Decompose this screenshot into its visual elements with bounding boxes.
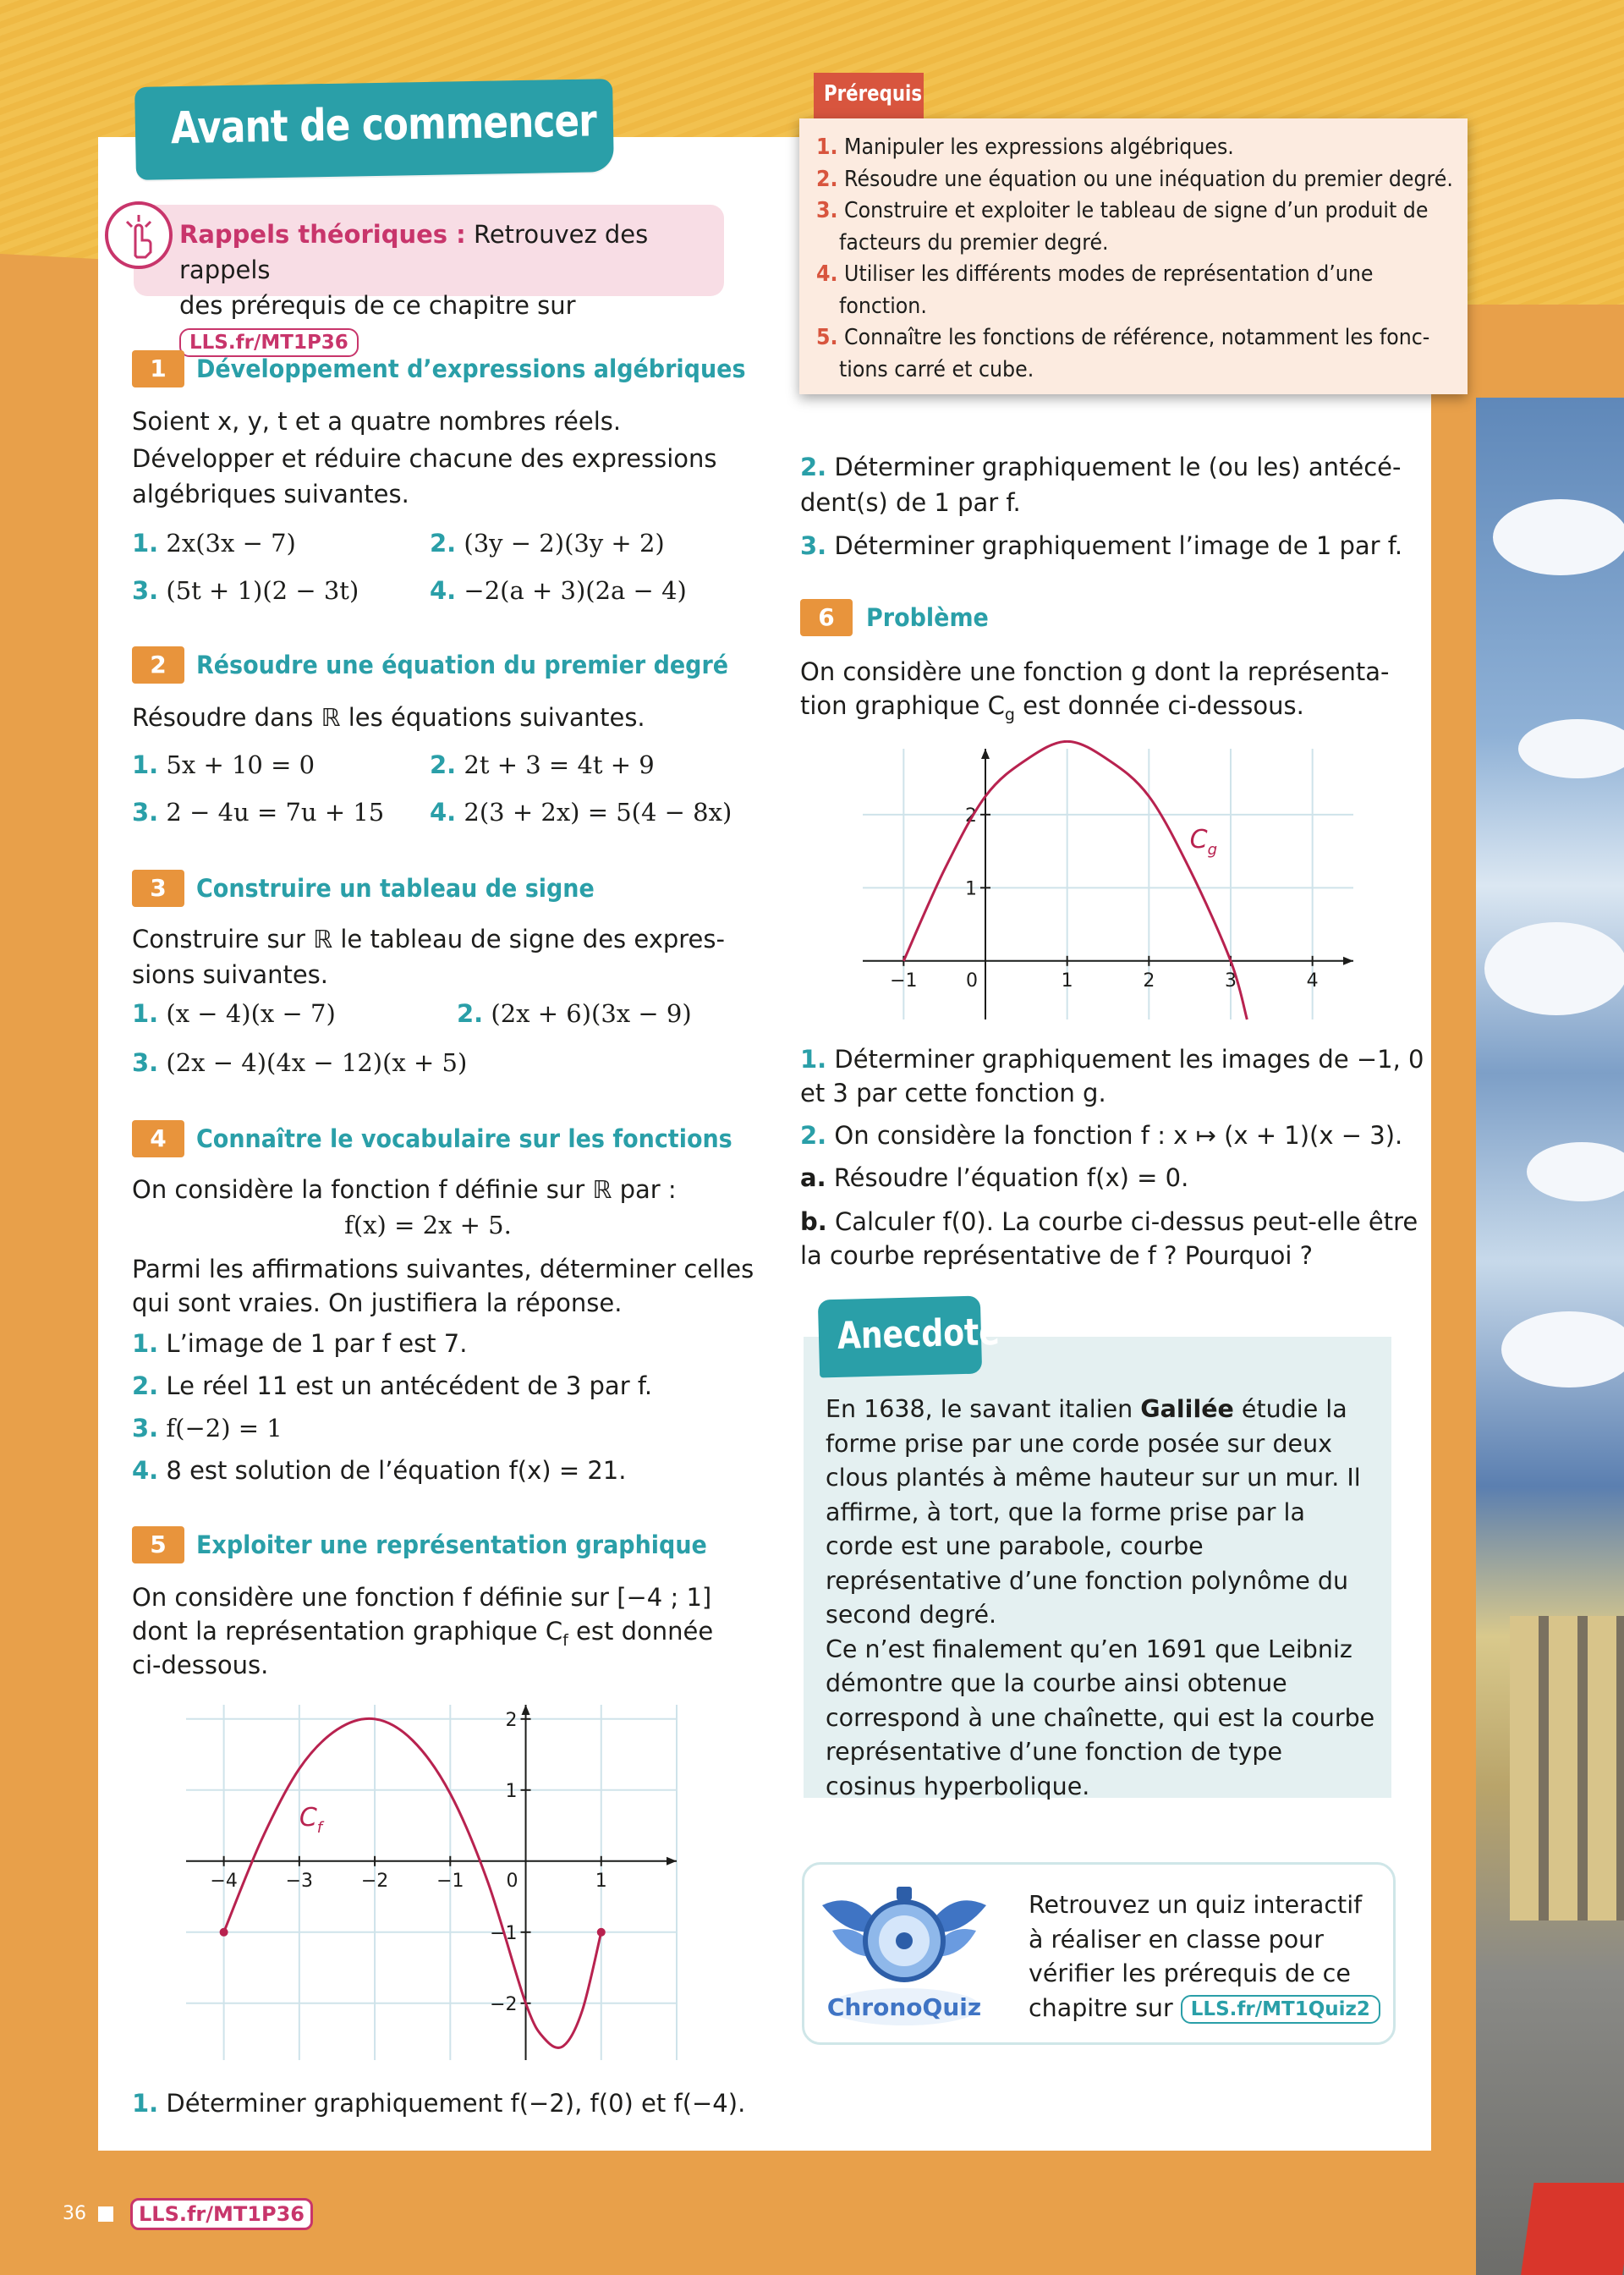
exercise-1-item: 4. −2(a + 3)(2a − 4) — [430, 576, 687, 605]
exercise-6-intro-1: On considère une fonction g dont la représenta- — [800, 657, 1390, 686]
side-photo — [1476, 398, 1624, 2275]
exercise-2-item: 3. 2 − 4u = 7u + 15 — [132, 798, 385, 827]
exercise-1-intro-2: Développer et réduire chacune des expressions — [132, 444, 717, 473]
y-tick-label: −2 — [490, 1993, 518, 2015]
exercise-6-title: Problème — [866, 603, 989, 632]
hand-pointer-icon — [105, 201, 173, 269]
x-tick-label: 3 — [1225, 970, 1237, 992]
exercise-3-item: 1. (x − 4)(x − 7) — [132, 999, 336, 1028]
footer-link[interactable]: LLS.fr/MT1P36 — [130, 2198, 313, 2230]
exercise-4-badge: 4 — [132, 1120, 184, 1157]
exercise-4-question-2: qui sont vraies. On justifiera la réponse. — [132, 1289, 623, 1317]
anecdote-tab — [818, 1296, 1001, 1378]
y-tick-label: 1 — [505, 1780, 518, 1802]
prerequis-box — [799, 118, 1468, 394]
prerequis-item-text: Manipuler les expressions algébriques. — [844, 135, 1234, 160]
exercise-3-item: 3. (2x − 4)(4x − 12)(x + 5) — [132, 1048, 468, 1077]
exercise-3-item: 2. (2x + 6)(3x − 9) — [457, 999, 692, 1028]
prerequis-item — [816, 164, 1462, 196]
exercise-6-badge: 6 — [800, 599, 853, 636]
prerequis-tab — [814, 73, 924, 118]
quiz-text: Retrouvez un quiz interactif à réaliser en classe pour vérifier les prérequis de ce chapitre sur LLS.fr/MT1Quiz2 — [1029, 1888, 1384, 2025]
x-tick-label: 1 — [595, 1870, 607, 1892]
prerequis-item — [816, 132, 1462, 164]
exercise-4-formula: f(x) = 2x + 5. — [344, 1211, 512, 1239]
y-tick-label: 1 — [965, 878, 977, 900]
exercise-4-item: 3. f(−2) = 1 — [132, 1414, 283, 1442]
x-axis-arrow — [667, 1857, 677, 1866]
exercise-2-item: 4. 2(3 + 2x) = 5(4 − 8x) — [430, 798, 732, 827]
exercise-2-item: 1. 5x + 10 = 0 — [132, 750, 315, 779]
prerequis-tab-label: Prérequis — [824, 81, 923, 107]
prerequis-item-num: 4. — [816, 261, 838, 287]
x-tick-label: 0 — [966, 970, 978, 992]
curve-line — [903, 741, 1247, 1019]
x-tick-label: 0 — [506, 1870, 518, 1892]
quiz-link[interactable]: LLS.fr/MT1Quiz2 — [1181, 1995, 1380, 2024]
exercise-1-item: 1. 2x(3x − 7) — [132, 529, 296, 558]
exercise-6-question-1a: 1. Déterminer graphiquement les images de −1, 0 — [800, 1045, 1424, 1074]
y-axis-arrow — [981, 749, 990, 759]
exercise-3-intro-2: sions suivantes. — [132, 960, 329, 989]
rappels-text-b: des prérequis de ce chapitre sur — [179, 291, 576, 320]
page-title: Avant de commencer — [170, 96, 597, 155]
prerequis-item — [816, 259, 1462, 322]
exercise-6-question-a: a. Résoudre l’équation f(x) = 0. — [800, 1163, 1189, 1192]
curve-endpoint — [597, 1928, 606, 1937]
x-tick-label: 2 — [1143, 970, 1155, 992]
exercise-6-question-b1: b. Calculer f(0). La courbe ci-dessus peut-elle être — [800, 1207, 1418, 1236]
exercise-2-badge: 2 — [132, 646, 184, 684]
chart-cf — [169, 1688, 694, 2077]
exercise-5-intro-1: On considère une fonction f définie sur [−4 ; 1] — [132, 1583, 712, 1612]
x-tick-label: −4 — [210, 1870, 238, 1892]
exercise-2-item: 2. 2t + 3 = 4t + 9 — [430, 750, 655, 779]
exercise-3-title: Construire un tableau de signe — [196, 874, 595, 903]
exercise-6-question-1b: et 3 par cette fonction g. — [800, 1079, 1106, 1107]
rappels-text-a: Retrouvez des rappels — [179, 220, 649, 284]
exercise-5-intro-2: dont la représentation graphique $C_f$ est donnée — [132, 1617, 714, 1650]
prerequis-item-text: Résoudre une équation ou une inéquation du premier degré. — [844, 166, 1453, 192]
curve-label: $C_g$ — [1189, 824, 1218, 859]
exercise-3-badge: 3 — [132, 870, 184, 907]
prerequis-item-text: Connaître les fonctions de référence, notamment les fonc-tions carré et cube. — [838, 325, 1430, 382]
exercise-4-item: 4. 8 est solution de l’équation f(x) = 21. — [132, 1456, 627, 1485]
prerequis-list — [816, 132, 1459, 386]
exercise-5-question-2b: dent(s) de 1 par f. — [800, 488, 1021, 517]
anecdote-paragraph-2: Ce n’est finalement qu’en 1691 que Leibniz démontre que la courbe ainsi obtenue correspond à une chaînette, qui est la courbe représentative d’une fonction de type cosinus hyperbolique. — [826, 1635, 1375, 1800]
rappels-link[interactable]: LLS.fr/MT1P36 — [179, 328, 359, 357]
exercise-1-intro-3: algébriques suivantes. — [132, 480, 409, 508]
exercise-5-badge: 5 — [132, 1526, 184, 1563]
exercise-3-intro-1: Construire sur ℝ le tableau de signe des expres- — [132, 925, 725, 953]
anecdote-title: Anecdote — [837, 1310, 1001, 1358]
exercise-4-item: 2. Le réel 11 est un antécédent de 3 par f. — [132, 1371, 653, 1400]
exercise-1-intro-1: Soient x, y, t et a quatre nombres réels. — [132, 407, 622, 436]
exercise-2-title: Résoudre une équation du premier degré — [196, 651, 729, 679]
y-tick-label: 2 — [505, 1709, 518, 1731]
exercise-1-item: 3. (5t + 1)(2 − 3t) — [132, 576, 359, 605]
chart-cg — [854, 740, 1362, 1028]
exercise-5-question-1: 1. Déterminer graphiquement f(−2), f(0) et f(−4). — [132, 2089, 746, 2118]
exercise-1-item: 2. (3y − 2)(3y + 2) — [430, 529, 665, 558]
exercise-4-question-1: Parmi les affirmations suivantes, déterminer celles — [132, 1255, 754, 1283]
exercise-2-intro: Résoudre dans ℝ les équations suivantes. — [132, 703, 645, 732]
prerequis-item-text: Utiliser les différents modes de représentation d’une fonction. — [838, 261, 1374, 319]
exercise-1-badge: 1 — [132, 350, 184, 387]
prerequis-item-num: 3. — [816, 198, 838, 223]
y-axis-arrow — [522, 1705, 530, 1715]
chronoquiz-logo-text: ChronoQuiz — [826, 1993, 982, 2021]
x-tick-label: −1 — [436, 1870, 464, 1892]
prerequis-item — [816, 195, 1462, 259]
prerequis-item-text: Construire et exploiter le tableau de signe d’un produit de facteurs du premier degré. — [838, 198, 1429, 256]
exercise-5-intro-3: ci-dessous. — [132, 1651, 269, 1679]
exercise-5-title: Exploiter une représentation graphique — [196, 1530, 707, 1559]
prerequis-item-num: 5. — [816, 325, 838, 350]
footer-square — [98, 2206, 113, 2222]
curve-label: $C_f$ — [299, 1802, 323, 1837]
x-tick-label: 1 — [1061, 970, 1073, 992]
x-tick-label: −1 — [890, 970, 918, 992]
x-tick-label: −3 — [285, 1870, 314, 1892]
x-tick-label: 4 — [1306, 970, 1319, 992]
y-tick-label: 2 — [965, 805, 977, 827]
exercise-4-title: Connaître le vocabulaire sur les fonctions — [196, 1124, 732, 1153]
anecdote-text — [826, 1393, 1375, 1804]
exercise-5-question-2a: 2. Déterminer graphiquement le (ou les) antécé- — [800, 453, 1402, 481]
exercise-1-title: Développement d’expressions algébriques — [196, 354, 746, 383]
exercise-6-intro-2: tion graphique $C_g$ est donnée ci-dessous. — [800, 691, 1304, 724]
x-axis-arrow — [1343, 957, 1353, 965]
x-tick-label: −2 — [360, 1870, 389, 1892]
rappels-text — [179, 217, 712, 359]
anecdote-paragraph-1: En 1638, le savant italien Galilée étudie la forme prise par une corde posée sur deux clous plantés à même hauteur sur un mur. Il affirme, à tort, que la forme prise par la corde est une parabole, courbe représentative d’une fonction polynôme du second degré. — [826, 1395, 1361, 1629]
prerequis-item-num: 1. — [816, 135, 838, 160]
curve-line — [224, 1718, 601, 2047]
exercise-6-question-2: 2. On considère la fonction f : x ↦ (x + 1)(x − 3). — [800, 1121, 1403, 1150]
prerequis-item — [816, 322, 1462, 386]
chronoquiz-logo[interactable] — [815, 1880, 993, 2036]
exercise-4-intro: On considère la fonction f définie sur ℝ par : — [132, 1175, 677, 1204]
exercise-4-item: 1. L’image de 1 par f est 7. — [132, 1329, 468, 1358]
y-tick-label: −1 — [490, 1922, 518, 1944]
prerequis-item-num: 2. — [816, 166, 838, 192]
exercise-6-question-b2: la courbe représentative de f ? Pourquoi ? — [800, 1241, 1313, 1270]
page-number: 36 — [63, 2203, 86, 2224]
curve-endpoint — [220, 1928, 228, 1937]
page-title-tab — [134, 79, 614, 180]
exercise-5-question-3: 3. Déterminer graphiquement l’image de 1 par f. — [800, 531, 1403, 560]
rappels-label: Rappels théoriques : — [179, 220, 466, 249]
